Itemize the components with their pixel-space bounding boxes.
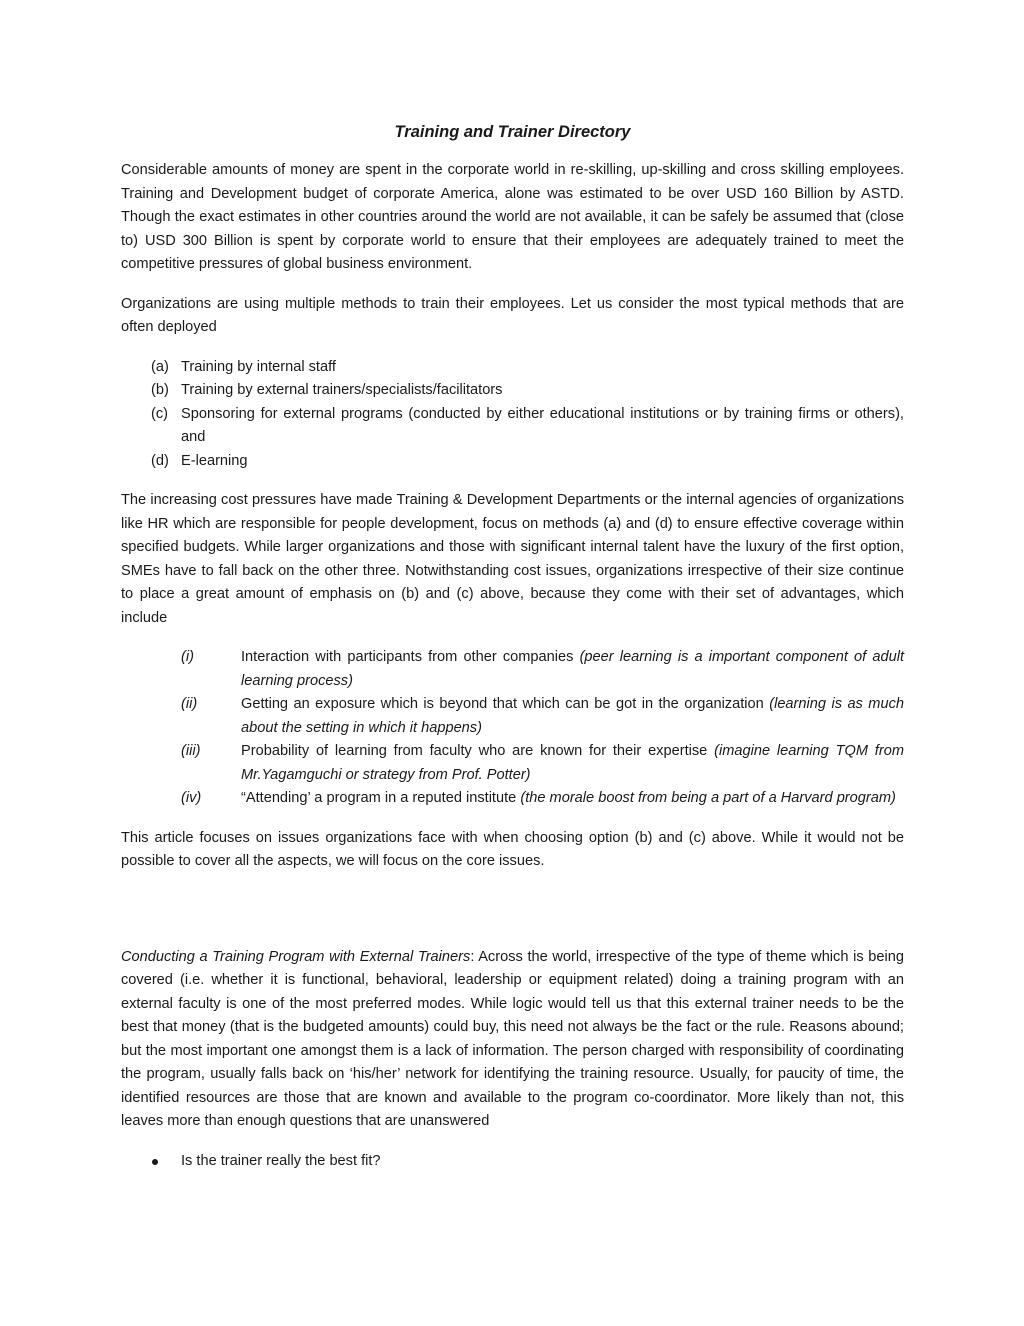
bullet-icon: [152, 1159, 158, 1165]
list-item-text: Getting an exposure which is beyond that which can be got in the organization: [241, 696, 770, 712]
section-colon: :: [470, 948, 479, 965]
document-page: [121, 118, 904, 1173]
list-item: [121, 1150, 904, 1174]
list-item-text: Is the trainer really the best fit?: [181, 1152, 381, 1169]
questions-list: [121, 1150, 904, 1174]
list-item: [121, 646, 904, 693]
list-item-text: Training by internal staff: [181, 358, 336, 375]
list-item-text: Sponsoring for external programs (conducted by either educational institutions or by training firms or others), and: [181, 405, 904, 445]
list-marker: (d): [151, 452, 169, 469]
list-marker: (a): [151, 358, 169, 375]
list-item-text: “Attending’ a program in a reputed institute: [241, 790, 521, 806]
list-item-note: (learning is as much about the setting in which it happens): [241, 696, 904, 736]
section-heading: Conducting a Training Program with External Trainers: [121, 948, 471, 965]
list-item: [121, 450, 904, 474]
list-marker: (c): [151, 405, 169, 422]
list-marker: (b): [151, 382, 169, 398]
list-item: [121, 693, 904, 740]
list-item-note: (imagine learning TQM from Mr.Yagamguchi or strategy from Prof. Potter): [241, 743, 904, 783]
list-marker: (iv): [181, 790, 202, 806]
methods-list: [121, 356, 904, 474]
list-item-text: Interaction with participants from other companies: [241, 649, 580, 665]
list-item-note: (peer learning is a important component of adult learning process): [241, 649, 904, 689]
document-title: Training and Trainer Directory: [394, 123, 631, 141]
list-item-text: Training by external trainers/specialists/facilitators: [181, 382, 503, 398]
list-item-text: E-learning: [181, 452, 248, 469]
advantages-list: [121, 646, 904, 811]
focus-paragraph: This article focuses on issues organizations face with when choosing option (b) and (c) above. While it would not be possible to cover all the aspects, we will focus on the core issues.: [121, 829, 904, 869]
list-item-note: (the morale boost from being a part of a Harvard program): [520, 790, 896, 806]
spacer: [121, 890, 904, 946]
list-item: [121, 403, 904, 450]
list-marker: (ii): [181, 696, 198, 712]
list-item: [121, 740, 904, 787]
list-marker: (i): [181, 649, 194, 665]
section-body: Across the world, irrespective of the type of theme which is being covered (i.e. whether it is functional, behavioral, leadership or equipment related) doing a training program with an external faculty is one of the most preferred modes. While logic would tell us that this external trainer needs to be the best that money (that is the budgeted amounts) could buy, this need not always be the fact or the rule. Reasons abound; but the most important one amongst them is a lack of information. The person charged with responsibility of coordinating the program, usually falls back on ‘his/her’ network for identifying the training resource. Usually, for paucity of time, the identified resources are those that are known and available to the program co-coordinator. More likely than not, this leaves more than enough questions that are unanswered: [121, 948, 904, 1129]
list-item: [121, 356, 904, 380]
methods-intro-paragraph: Organizations are using multiple methods to train their employees. Let us consider the most typical methods that are often deployed: [121, 295, 904, 335]
list-item: [121, 787, 904, 811]
intro-paragraph: Considerable amounts of money are spent in the corporate world in re-skilling, up-skilling and cross skilling employees. Training and Development budget of corporate America, alone was estimated to be over USD 160 Billion by ASTD. Though the exact estimates in other countries around the world are not available, it can be safely be assumed that (close to) USD 300 Billion is spent by corporate world to ensure that their employees are adequately trained to meet the competitive pressures of global business environment.: [121, 162, 904, 272]
list-item-text: Probability of learning from faculty who are known for their expertise: [241, 743, 715, 759]
list-marker: (iii): [181, 743, 201, 759]
cost-paragraph: The increasing cost pressures have made Training & Development Departments or the internal agencies of organizations like HR which are responsible for people development, focus on methods (a) and (d) to ensure effective coverage within specified budgets. While larger organizations and those with significant internal talent have the luxury of the first option, SMEs have to fall back on the other three. Notwithstanding cost issues, organizations irrespective of their size continue to place a great amount of emphasis on (b) and (c) above, because they come with their set of advantages, which include: [121, 492, 904, 626]
section-paragraph: [121, 946, 904, 1134]
list-item: [121, 379, 904, 403]
